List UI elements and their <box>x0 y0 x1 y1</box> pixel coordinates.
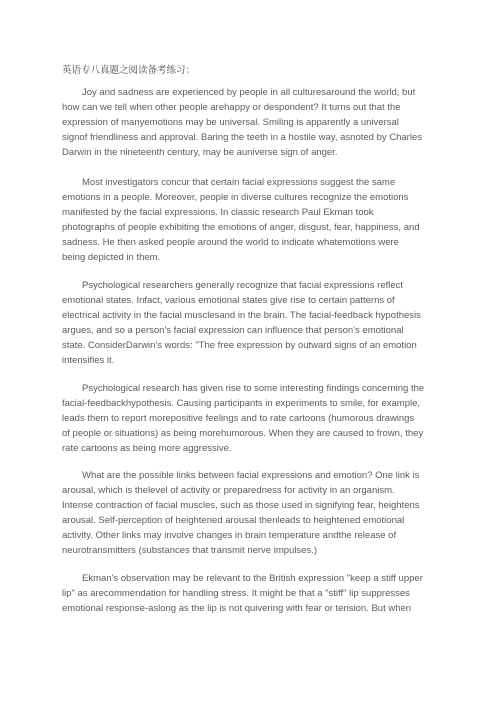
paragraph-line: rate cartoons as being more aggressive. <box>62 443 232 454</box>
paragraph-line: emotional states. Infact, various emotional states give rise to certain patterns of <box>62 295 395 306</box>
paragraph-line: being depicted in them. <box>62 252 161 263</box>
paragraph-line: activity. Other links may involve changes in brain temperature andthe release of <box>62 530 397 541</box>
paragraph-line: Intense contraction of facial muscles, such as those used in signifying fear, heightens <box>62 500 420 511</box>
paragraph-line: Psychological research has given rise to some interesting findings concerning the <box>82 383 425 394</box>
paragraph-1 <box>62 85 432 160</box>
paragraph-line: What are the possible links between facial expressions and emotion? One link is <box>82 470 420 481</box>
paragraph-line: lip" as arecommendation for handling stress. It might be that a "stiff" lip suppresses <box>62 588 410 599</box>
paragraph-2 <box>62 175 432 265</box>
paragraph-line: facial-feedbackhypothesis. Causing participants in experiments to smile, for example, <box>62 398 421 409</box>
paragraph-line: sadness. He then asked people around the world to indicate whatemotions were <box>62 237 399 248</box>
paragraph-line: arousal. Self-perception of heightened arousal thenleads to heightened emotional <box>62 515 405 526</box>
paragraph-line: argues, and so a person's facial expression can influence that person's emotional <box>62 325 404 336</box>
paragraph-line: Darwin in the nineteenth century, may be auniverse sign of anger. <box>62 147 338 158</box>
paragraph-line: manifested by the facial expressions. In classic research Paul Ekman took <box>62 207 374 218</box>
paragraph-line: expression of manyemotions may be universal. Smiling is apparently a universal <box>62 117 399 128</box>
document-title: 英语专八真题之阅读备考练习： <box>62 65 196 76</box>
paragraph-3 <box>62 278 432 368</box>
paragraph-line: intensifies it. <box>62 355 115 366</box>
paragraph-line: emotional response-aslong as the lip is not quivering with fear or tension. But when <box>62 603 412 614</box>
paragraph-line: how can we tell when other people arehappy or despondent? It turns out that the <box>62 102 401 113</box>
paragraph-line: of people or situations) as being morehumorous. When they are caused to frown, they <box>62 428 424 439</box>
paragraph-4 <box>62 381 432 456</box>
paragraph-line: Ekman's observation may be relevant to the British expression "keep a stiff upper <box>82 573 423 584</box>
paragraph-line: photographs of people exhibiting the emotions of anger, disgust, fear, happiness, and <box>62 222 420 233</box>
paragraph-line: signof friendliness and approval. Baring the teeth in a hostile way, asnoted by Charles <box>62 132 422 143</box>
paragraph-line: Psychological researchers generally recognize that facial expressions reflect <box>82 280 404 291</box>
paragraph-6 <box>62 571 432 616</box>
paragraph-line: arousal, which is thelevel of activity or preparedness for activity in an organism. <box>62 485 395 496</box>
paragraph-line: neurotransmitters (substances that transmit nerve impulses.) <box>62 545 318 556</box>
paragraph-5 <box>62 468 432 558</box>
paragraph-line: state. ConsiderDarwin's words: "The free expression by outward signs of an emotion <box>62 340 417 351</box>
paragraph-line: electrical activity in the facial musclesand in the brain. The facial-feedback hypothesis <box>62 310 421 321</box>
paragraph-line: Most investigators concur that certain facial expressions suggest the same <box>82 177 396 188</box>
paragraph-line: Joy and sadness are experienced by people in all culturesaround the world, but <box>82 87 416 98</box>
paragraph-line: emotions in a people. Moreover, people in diverse cultures recognize the emotions <box>62 192 409 203</box>
paragraph-line: leads them to report morepositive feelings and to rate cartoons (humorous drawings <box>62 413 415 424</box>
